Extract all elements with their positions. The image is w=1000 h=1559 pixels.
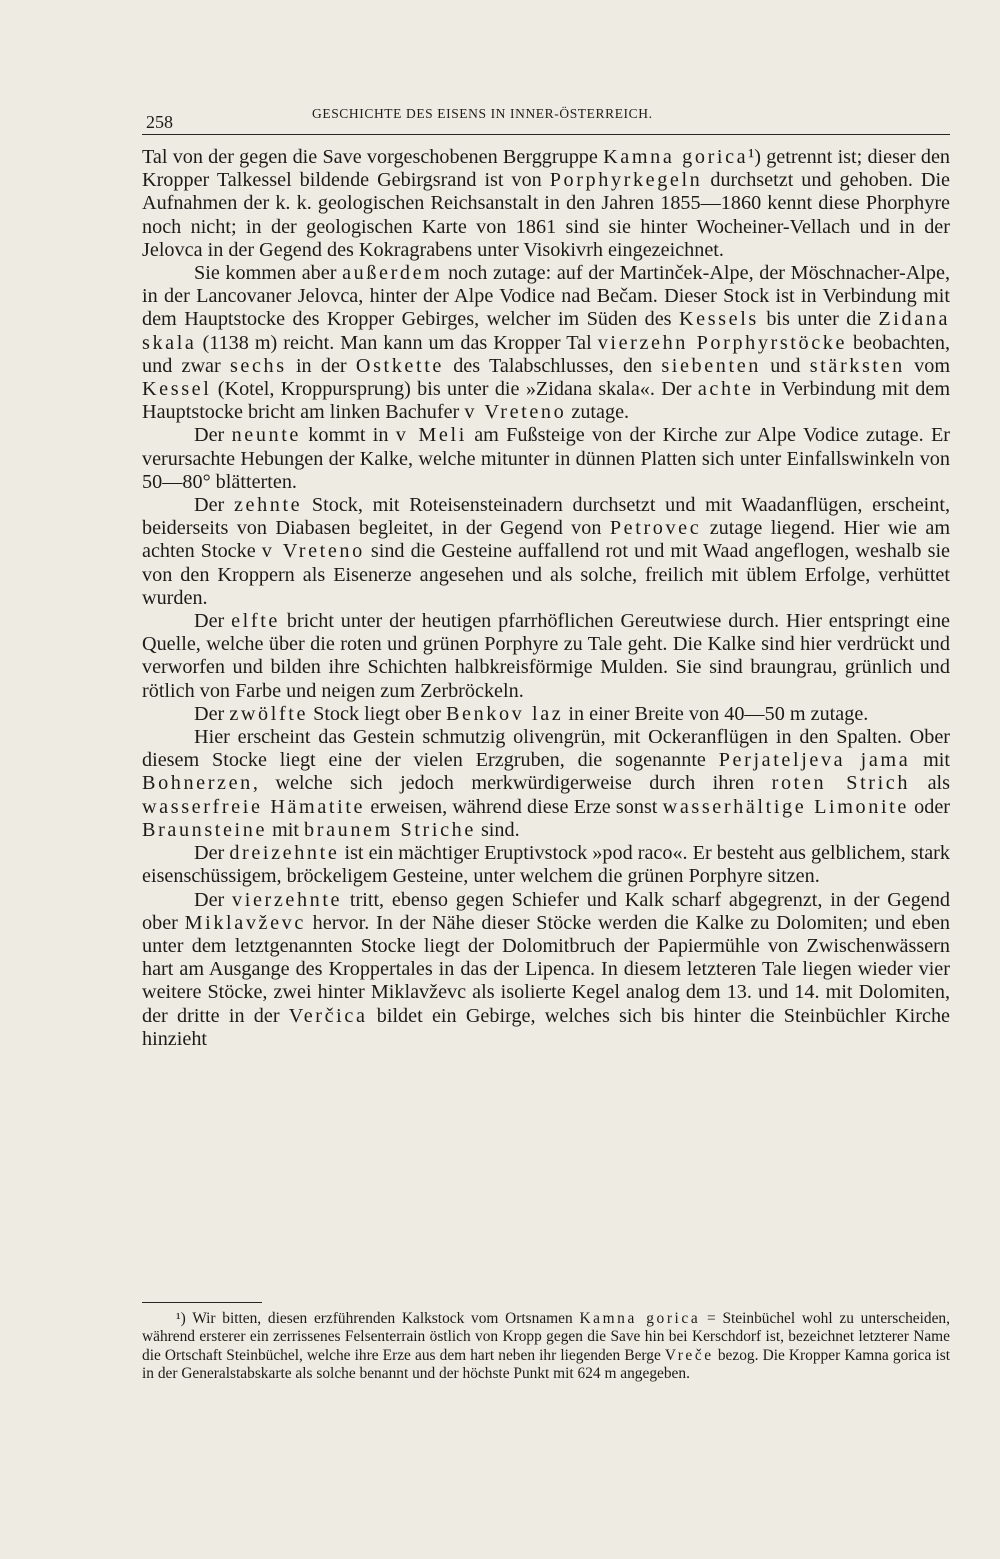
text-run: bezog. Die Kropper Kamna gorica ist in der Generalstabskarte als solche benannt und der höchste Punkt mit 624 m angegeben. [142, 1346, 950, 1383]
spaced-text: Kamna gorica [579, 1310, 701, 1327]
text-run: Hier erscheint das Gestein schmutzig olivengrün, mit Ockeranflügen in den Spalten. Ober diesem Stocke liegt eine der vielen Erzgruben, die sogenannte [142, 726, 950, 772]
spaced-text: Kamna gorica [603, 146, 749, 168]
text-run: Der [194, 610, 225, 633]
text-run: und [770, 354, 801, 377]
paragraph-1 [142, 146, 950, 262]
spaced-text: v Vreteno [261, 540, 365, 563]
spaced-text: neunte [231, 424, 301, 447]
spaced-text: außerdem [342, 262, 443, 285]
spaced-text: Bohnerzen [142, 772, 253, 795]
spaced-text: wasserfreie Hämatite [142, 795, 366, 818]
text-run: des Talabschlusses, den [453, 354, 653, 377]
footnote-divider [142, 1302, 262, 1303]
page-header [142, 100, 950, 135]
text-run: ist ein mächtiger Eruptivstock »pod raco«. Er besteht aus gelblichem, stark eisenschüssigem, bröckeligem Gesteine, unter welchem die grünen Porphyre sitzen. [142, 842, 951, 888]
text-run: am Fußsteige von der Kirche zur Alpe Vodice zutage. Er verursachte Hebungen der Kalke, welche mitunter in dünnen Platten sich unter Einfallswinkeln von 50—80° blätterten. [142, 424, 951, 493]
text-run: vom [914, 354, 951, 377]
page-number: 258 [146, 112, 173, 132]
spaced-text: Verčica [288, 1004, 368, 1027]
spaced-text: Zidana skala [142, 308, 951, 354]
text-run: Der [194, 494, 225, 517]
text-run: Der [194, 702, 225, 725]
paragraph-4 [142, 494, 950, 610]
text-run: in Verbindung mit dem Hauptstocke bricht am linken Bachufer [142, 378, 951, 424]
text-run: (1138 m) reicht. Man kann um das Kropper Tal [202, 331, 592, 354]
paragraph-9 [142, 889, 950, 1051]
spaced-text: achte [697, 378, 754, 401]
text-run: bricht unter der heutigen pfarrhöflichen Gereutwiese durch. Hier entspringt eine Quelle, welche über die roten und grünen Porphyre zu Tale geht. Die Kalke sind hier verdrückt und verworfen und bilden ihre Schichten halbkreisförmige Mulden. Sie sind braungrau, grünlich und rötlich von Farbe und neigen zum Zerbröckeln. [142, 610, 951, 702]
text-run: kommt in [308, 424, 389, 447]
text-run: Der [194, 888, 225, 911]
spaced-text: v Vreteno [464, 401, 567, 424]
text-run: ¹) Wir bitten, diesen erzführenden Kalkstock vom Ortsnamen [176, 1310, 573, 1327]
paragraph-5 [142, 610, 950, 703]
text-run: zutage liegend. Hier wie am achten Stocke [142, 517, 951, 563]
text-run: sind. [480, 818, 520, 841]
spaced-text: vierzehnte [232, 888, 343, 911]
spaced-text: dreizehnte [229, 842, 340, 865]
spaced-text: Braunsteine [142, 818, 268, 841]
paragraph-7 [142, 726, 950, 842]
paragraph-6 [142, 703, 950, 726]
spaced-text: Perjateljeva jama [718, 749, 911, 772]
text-run: Stock liegt ober [313, 702, 441, 725]
text-run: noch zutage: auf der Martinček-Alpe, der Möschnacher-Alpe, in der Lancovaner Jelovca, hinter der Alpe Vodice nad Bečam. Dieser Stock ist in Verbindung mit dem Hauptstocke des Kropper Gebirges, welcher im Süden des [142, 262, 950, 331]
spaced-text: Kessel [142, 378, 212, 401]
spaced-text: Petrovec [609, 517, 702, 540]
spaced-text: siebenten [661, 354, 761, 377]
spaced-text: zwölfte [229, 702, 309, 725]
text-run: bis unter die [766, 308, 871, 331]
text-run: , welche sich jedoch merkwürdigerweise durch ihren [252, 772, 755, 795]
text-run: Stock, mit Roteisensteinadern durchsetzt und mit Waadanflügen, erscheint, beiderseits von Diabasen begleitet, in der Gegend von [142, 494, 951, 540]
text-run: tritt, ebenso gegen Schiefer und Kalk scharf abgegrenzt, in der Gegend ober [142, 888, 951, 934]
spaced-text: v Meli [395, 424, 467, 447]
spaced-text: elfte [231, 610, 280, 633]
text-run: bildet ein Gebirge, welches sich bis hinter die Steinbüchler Kirche hinzieht [142, 1004, 950, 1050]
spaced-text: roten Strich [771, 772, 911, 795]
spaced-text: Benkov laz [445, 702, 564, 725]
text-run: hervor. In der Nähe dieser Stöcke werden die Kalke zu Dolomiten; und eben unter dem letztgenannten Stocke liegt der Dolomitbruch der Papiermühle von Zwischenwässern hart am Ausgange des Kroppertales in das der Lipenca. In diesem letzteren Tale liegen wieder vier weitere Stöcke, zwei hinter Miklavževc als isolierte Kegel analog dem 13. und 14. mit Dolomiten, der dritte in der [142, 911, 951, 1027]
text-run: Der [194, 842, 225, 865]
text-run: = Steinbüchel wohl zu unterscheiden, während ersterer ein zerrissenes Felsenterrain östlich von Kropp gegen die Save hin bei Kerschdorf ist, bezeichnet letzterer Name die Ortschaft Steinbüchel, welche ihre Erze aus dem hart neben ihr liegenden Berge [142, 1310, 950, 1364]
text-run: beobachten, und zwar [142, 331, 951, 377]
spaced-text: Ostkette [355, 354, 444, 377]
text-run: (Kotel, Kroppursprung) bis unter die »Zidana skala«. Der [217, 378, 692, 401]
spaced-text: Porphyrkegeln [549, 169, 703, 192]
paragraph-2 [142, 262, 950, 424]
spaced-text: Vreče [664, 1346, 714, 1364]
text-run: sind die Gesteine auffallend rot und mit Waad angeflogen, weshalb sie von den Kroppern als Eisenerze angesehen und als solche, freilich mit üblem Erfolge, verhüttet wurden. [142, 540, 951, 609]
running-head: GESCHICHTE DES EISENS IN INNER-ÖSTERREICH. [312, 106, 653, 121]
body-text [142, 146, 950, 1051]
text-run: als [927, 772, 950, 795]
spaced-text: wasserhältige Limonite [662, 795, 909, 818]
text-run: erweisen, während diese Erze sonst [370, 795, 658, 818]
spaced-text: stärksten [809, 354, 905, 377]
text-run: oder [914, 795, 951, 818]
spaced-text: sechs [229, 354, 287, 377]
text-run: mit [272, 818, 299, 841]
paragraph-8 [142, 842, 950, 888]
spaced-text: vierzehn Porphyrstöcke [597, 331, 848, 354]
text-run: Tal von der gegen die Save vorgeschobenen Berggruppe [142, 146, 598, 168]
text-run: in der [295, 354, 347, 377]
text-run: zutage. [571, 401, 630, 424]
footnote [142, 1310, 950, 1384]
text-run: Sie kommen aber [194, 262, 337, 285]
text-run: Der [194, 424, 225, 447]
text-run: in einer Breite von 40—50 m zutage. [568, 702, 869, 725]
text-run: ¹) getrennt ist; dieser den Kropper Talkessel bildende Gebirgsrand ist von [142, 146, 951, 192]
spaced-text: Kessels [678, 308, 759, 331]
text-run: mit [923, 749, 951, 772]
spaced-text: Miklavževc [184, 911, 306, 934]
spaced-text: braunem Striche [304, 818, 476, 841]
spaced-text: zehnte [233, 494, 303, 517]
paragraph-3 [142, 424, 950, 494]
text-run: durchsetzt und gehoben. Die Aufnahmen der k. k. geologischen Reichsanstalt in den Jahren 1855—1860 kennt diese Phorphyre noch nicht; in der geologischen Karte von 1861 sind sie hinter Wocheiner-Vellach und in der Jelovca in der Gegend des Kokragrabens unter Visokivrh eingezeichnet. [142, 169, 951, 261]
